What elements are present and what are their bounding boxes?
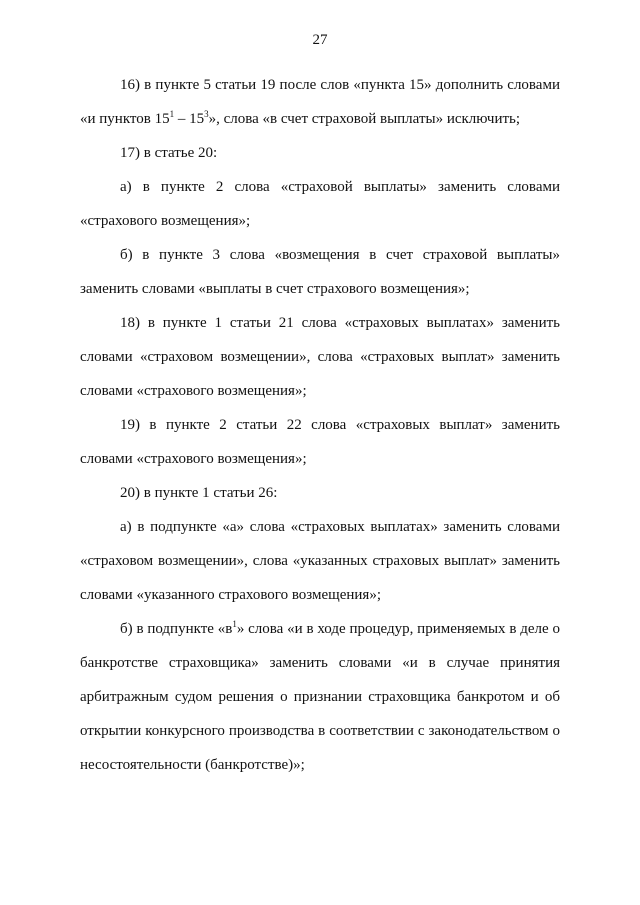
- paragraph-item-19: [80, 408, 560, 476]
- paragraph-item-20: [80, 476, 560, 510]
- text-run: а) в пункте 2 слова «страховой выплаты» заменить словами «страхового возмещения»;: [80, 179, 560, 229]
- page-number: 27: [312, 32, 328, 48]
- text-run: 18) в пункте 1 статьи 21 слова «страховых выплатах» заменить словами «страховом возмещении», слова «страховых выплат» заменить словами «страхового возмещения»;: [80, 315, 560, 399]
- paragraph-item-16: [80, 68, 560, 136]
- text-run: 17) в статье 20:: [120, 145, 218, 161]
- text-run: » слова «и в ходе процедур, применяемых в деле о банкротстве страховщика» заменить словами «и в случае принятия арбитражным судом решения о признании страховщика банкротом и об открытии конкурсного производства в соответствии с законодательством о несостоятельности (банкротстве)»;: [80, 621, 560, 773]
- text-run: б) в пункте 3 слова «возмещения в счет страховой выплаты» заменить словами «выплаты в счет страхового возмещения»;: [80, 247, 560, 297]
- text-run: 20) в пункте 1 статьи 26:: [120, 485, 278, 501]
- text-run: б) в подпункте «в: [120, 621, 233, 637]
- text-run: 16) в пункте 5 статьи 19 после слов «пункта 15» дополнить словами «и пунктов 15: [80, 77, 560, 127]
- paragraph-item-18: [80, 306, 560, 408]
- paragraph-item-17a: [80, 170, 560, 238]
- text-run: », слова «в счет страховой выплаты» исключить;: [208, 111, 521, 127]
- text-run: 19) в пункте 2 статьи 22 слова «страховых выплат» заменить словами «страхового возмещения»;: [80, 417, 560, 467]
- paragraph-item-20b: [80, 612, 560, 782]
- superscript: 1: [232, 619, 237, 629]
- text-run: – 15: [174, 111, 205, 127]
- paragraph-item-20a: [80, 510, 560, 612]
- paragraph-item-17b: [80, 238, 560, 306]
- superscript: 1: [169, 109, 175, 119]
- paragraph-item-17: [80, 136, 560, 170]
- document-body: [80, 68, 560, 782]
- text-run: а) в подпункте «а» слова «страховых выплатах» заменить словами «страховом возмещении», слова «указанных страховых выплат» заменить словами «указанного страхового возмещения»;: [80, 519, 560, 603]
- superscript: 3: [204, 109, 209, 119]
